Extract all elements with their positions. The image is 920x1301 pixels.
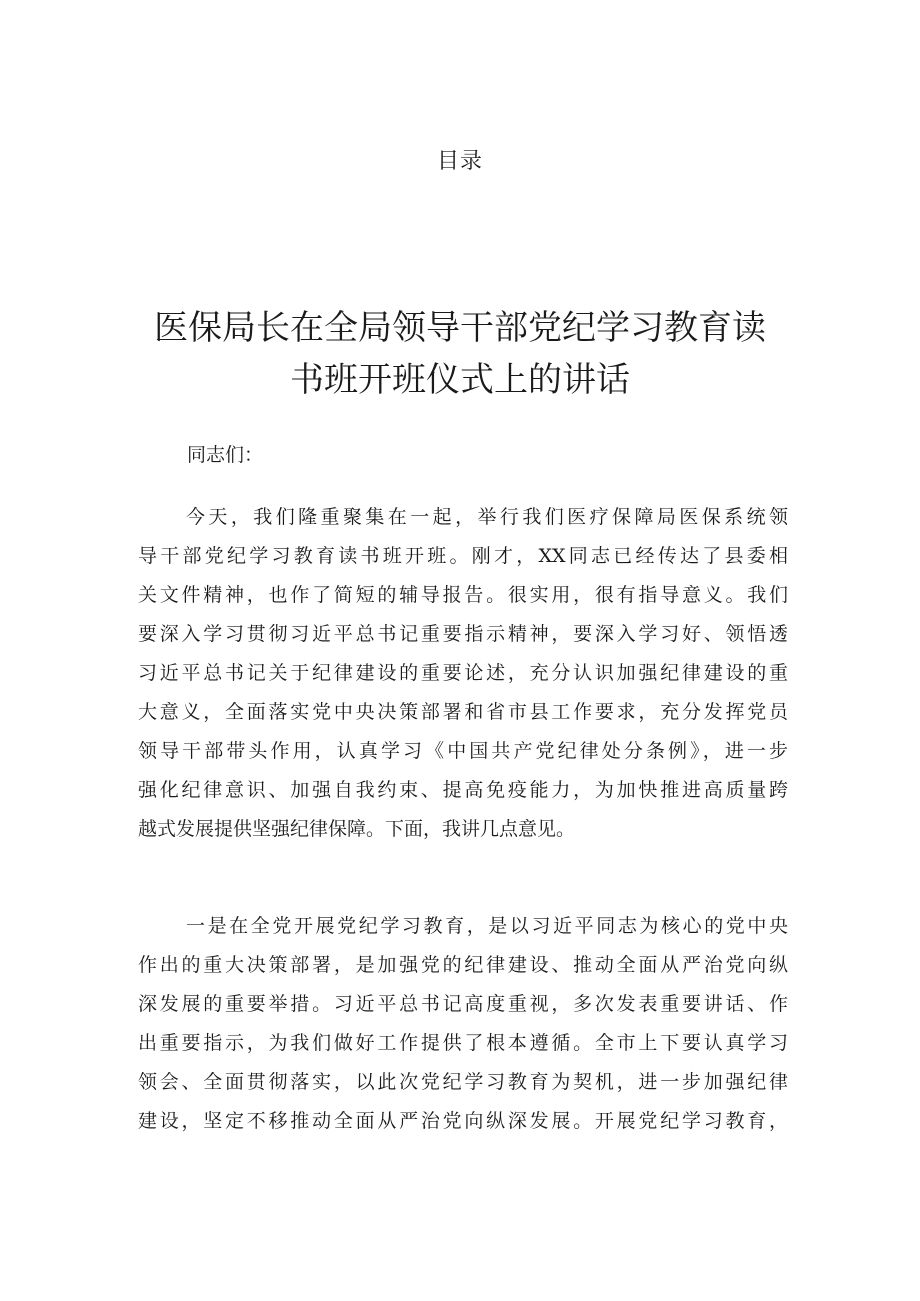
paragraph-line: 越式发展提供坚强纪律保障。下面，我讲几点意见。	[138, 818, 576, 840]
document-title	[140, 302, 780, 406]
document-title-line: 医保局长在全局领导干部党纪学习教育读	[154, 308, 766, 348]
body-paragraph	[138, 498, 788, 849]
paragraph-line: 深发展的重要举措。习近平总书记高度重视，多次发表重要讲话、作	[138, 993, 788, 1015]
paragraph-line: 领导干部带头作用，认真学习《中国共产党纪律处分条例》，进一步	[138, 740, 788, 762]
document-title-line: 书班开班仪式上的讲话	[290, 360, 630, 400]
paragraph-line: 建设，坚定不移推动全面从严治党向纵深发展。开展党纪学习教育，	[138, 1110, 788, 1132]
toc-title: 目录	[436, 149, 483, 174]
paragraph-line: 导干部党纪学习教育读书班开班。刚才，XX同志已经传达了县委相	[138, 545, 788, 567]
paragraph-line: 出重要指示，为我们做好工作提供了根本遵循。全市上下要认真学习	[138, 1032, 788, 1054]
salutation: 同志们：	[187, 444, 264, 466]
paragraph-line: 强化纪律意识、加强自我约束、提高免疫能力，为加快推进高质量跨	[138, 779, 788, 801]
paragraph-line: 作出的重大决策部署，是加强党的纪律建设、推动全面从严治党向纵	[138, 954, 788, 976]
paragraph-line: 要深入学习贯彻习近平总书记重要指示精神，要深入学习好、领悟透	[138, 623, 788, 645]
paragraph-line: 习近平总书记关于纪律建设的重要论述，充分认识加强纪律建设的重	[138, 662, 788, 684]
paragraph-line: 今天，我们隆重聚集在一起，举行我们医疗保障局医保系统领	[186, 506, 788, 528]
body-paragraph	[138, 907, 788, 1141]
paragraph-line: 领会、全面贯彻落实，以此次党纪学习教育为契机，进一步加强纪律	[138, 1071, 788, 1093]
paragraph-line: 大意义，全面落实党中央决策部署和省市县工作要求，充分发挥党员	[138, 701, 788, 723]
paragraph-line: 关文件精神，也作了简短的辅导报告。很实用，很有指导意义。我们	[138, 584, 788, 606]
paragraph-line: 一是在全党开展党纪学习教育，是以习近平同志为核心的党中央	[186, 915, 788, 937]
